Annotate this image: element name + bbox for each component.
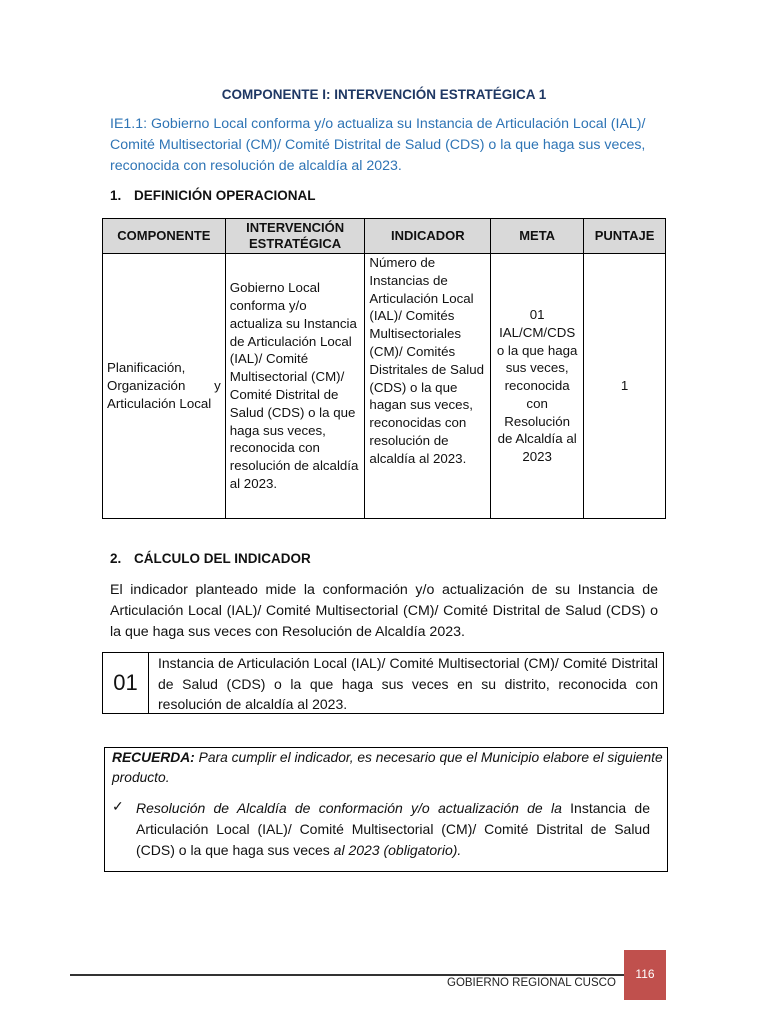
cell-puntaje: 1	[584, 254, 666, 519]
footer-divider	[70, 974, 624, 976]
table-row	[103, 254, 666, 519]
definition-table	[102, 218, 666, 519]
item-italic-start: Resolución de Alcaldía de conformación y/o actualización de la	[136, 800, 562, 816]
header-componente: COMPONENTE	[103, 219, 226, 254]
footer-org: GOBIERNO REGIONAL CUSCO	[447, 977, 616, 989]
section-label: CÁLCULO DEL INDICADOR	[134, 551, 311, 566]
item-normal-text: Instancia de Articulación Local (IAL)/ Comité Multisectorial (CM)/ Comité Distrital de Salud (CDS) o la que haga sus veces	[136, 800, 651, 858]
table-header-row	[103, 219, 666, 254]
recuerda-label: RECUERDA:	[112, 750, 195, 765]
cell-meta: 01 IAL/CM/CDS o la que haga sus veces, reconocida con Resolución de Alcaldía al 2023	[491, 254, 584, 519]
calc-paragraph: El indicador planteado mide la conformación y/o actualización de su Instancia de Articulación Local (IAL)/ Comité Multisectorial (CM)/ Comité Distrital de Salud (CDS) o la que haga sus veces con Resolución de Alcaldía 2023.	[110, 582, 658, 640]
section-label: DEFINICIÓN OPERACIONAL	[134, 188, 316, 203]
formula-box	[102, 652, 664, 714]
formula-number: 01	[103, 653, 149, 713]
header-puntaje: PUNTAJE	[584, 219, 666, 254]
formula-text: Instancia de Articulación Local (IAL)/ Comité Multisectorial (CM)/ Comité Distrital de Salud (CDS) o la que haga sus veces en su distrito, reconocida con resolución de alcaldía al 2023.	[158, 655, 658, 712]
recuerda-lead-text: Para cumplir el indicador, es necesario que el Municipio elabore el siguiente producto.	[112, 750, 663, 785]
section-number: 1.	[110, 188, 122, 203]
cell-componente: Planificación, Organización y Articulación Local	[103, 254, 226, 519]
intervention-statement: IE1.1: Gobierno Local conforma y/o actualiza su Instancia de Articulación Local (IAL)/ Comité Multisectorial (CM)/ Comité Distrital de Salud (CDS) o la que haga sus veces, reconocida con resolución de alcaldía al 2023.	[110, 116, 646, 174]
cell-intervencion: Gobierno Local conforma y/o actualiza su Instancia de Articulación Local (IAL)/ Comité Multisectorial (CM)/ Comité Distrital de Salud (CDS) o la que haga sus veces, reconocida con resolución de alcaldía al 2023.	[225, 254, 365, 519]
recuerda-item	[136, 798, 650, 861]
section-heading-calculo	[110, 551, 311, 566]
document-title: COMPONENTE I: INTERVENCIÓN ESTRATÉGICA 1	[221, 87, 547, 102]
item-italic-end: al 2023 (obligatorio).	[333, 842, 462, 858]
header-indicador: INDICADOR	[365, 219, 491, 254]
recuerda-lead	[112, 748, 664, 788]
header-meta: META	[491, 219, 584, 254]
section-heading-definicion	[110, 188, 316, 203]
cell-indicador: Número de Instancias de Articulación Local (IAL)/ Comités Multisectoriales (CM)/ Comités Distritales de Salud (CDS) o la que hagan sus veces, reconocidas con resolución de alcaldía al 2023.	[365, 254, 491, 519]
section-number: 2.	[110, 551, 122, 566]
page-number: 116	[624, 950, 666, 1000]
header-intervencion: INTERVENCIÓN ESTRATÉGICA	[225, 219, 365, 254]
recuerda-box	[104, 747, 668, 872]
checkmark-icon: ✓	[112, 798, 124, 814]
